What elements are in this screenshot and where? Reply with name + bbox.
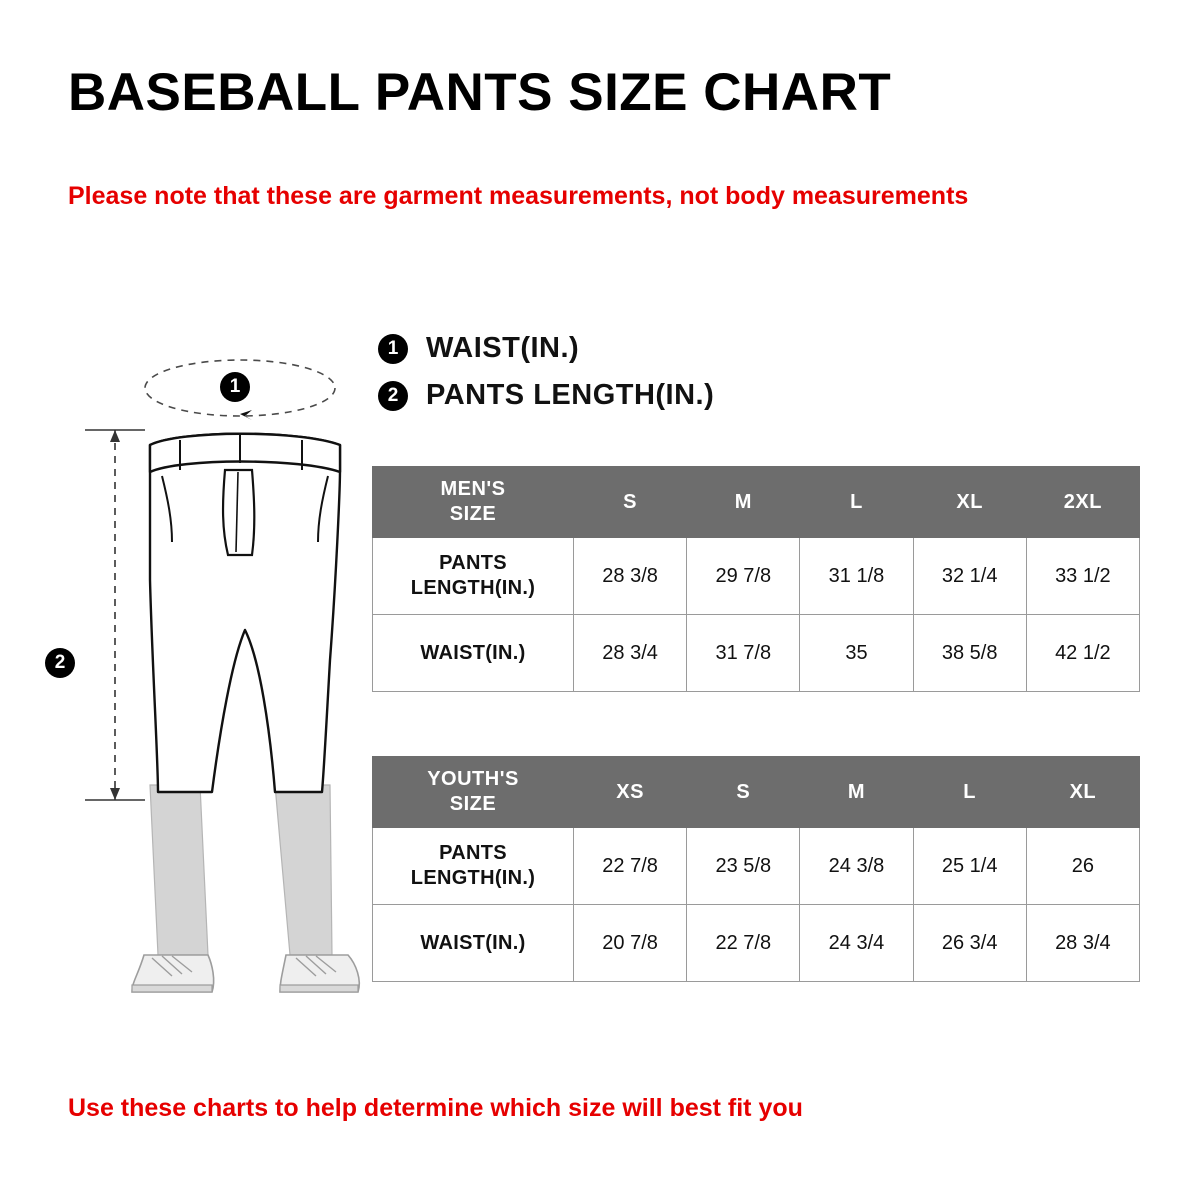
youths-waist-s: 22 7/8 xyxy=(687,905,800,982)
mens-waist-l: 35 xyxy=(800,615,913,692)
youths-col-m: M xyxy=(800,757,913,828)
mens-waist-s: 28 3/4 xyxy=(574,615,687,692)
mens-pants-length-xl: 32 1/4 xyxy=(913,538,1026,615)
youths-waist-m: 24 3/4 xyxy=(800,905,913,982)
mens-row-label-waist: WAIST(IN.) xyxy=(373,615,574,692)
mens-row-label-pants-length-line2: LENGTH(IN.) xyxy=(410,577,536,599)
youths-waist-l: 26 3/4 xyxy=(913,905,1026,982)
mens-waist-2xl: 42 1/2 xyxy=(1026,615,1139,692)
pants-illustration xyxy=(40,330,380,1020)
table-row xyxy=(373,828,1140,905)
youths-waist-xl: 28 3/4 xyxy=(1026,905,1139,982)
legend-item-pants-length xyxy=(378,379,714,412)
measurement-legend xyxy=(378,332,714,426)
youths-row-label-waist: WAIST(IN.) xyxy=(373,905,574,982)
youths-waist-xs: 20 7/8 xyxy=(574,905,687,982)
mens-col-2xl: 2XL xyxy=(1026,467,1139,538)
youths-row-label-pants-length-line1: PANTS xyxy=(439,842,507,864)
youths-row-label-pants-length xyxy=(373,828,574,905)
mens-size-header xyxy=(373,467,574,538)
table-row xyxy=(373,615,1140,692)
legend-label-waist: WAIST(IN.) xyxy=(426,332,580,364)
mens-pants-length-l: 31 1/8 xyxy=(800,538,913,615)
marker-length-badge: 2 xyxy=(45,648,75,678)
youths-size-header-line1: YOUTH'S xyxy=(427,768,519,790)
mens-waist-m: 31 7/8 xyxy=(687,615,800,692)
mens-pants-length-s: 28 3/8 xyxy=(574,538,687,615)
youths-size-header-line2: SIZE xyxy=(449,793,497,815)
mens-size-header-line2: SIZE xyxy=(449,503,497,525)
pants-diagram-svg xyxy=(40,330,380,1020)
youths-pants-length-xs: 22 7/8 xyxy=(574,828,687,905)
mens-row-label-pants-length-line1: PANTS xyxy=(439,552,507,574)
badge-one-icon: 1 xyxy=(378,334,408,364)
mens-size-header-line1: MEN'S xyxy=(440,478,506,500)
marker-waist-badge: 1 xyxy=(220,372,250,402)
youths-size-header xyxy=(373,757,574,828)
badge-two-icon: 2 xyxy=(378,381,408,411)
youths-pants-length-xl: 26 xyxy=(1026,828,1139,905)
legend-item-waist xyxy=(378,332,714,365)
mens-col-xl: XL xyxy=(913,467,1026,538)
table-header-row xyxy=(373,467,1140,538)
page-title: BASEBALL PANTS SIZE CHART xyxy=(68,63,892,122)
mens-row-label-pants-length xyxy=(373,538,574,615)
mens-col-l: L xyxy=(800,467,913,538)
mens-pants-length-2xl: 33 1/2 xyxy=(1026,538,1139,615)
mens-col-m: M xyxy=(687,467,800,538)
mens-waist-xl: 38 5/8 xyxy=(913,615,1026,692)
youths-col-l: L xyxy=(913,757,1026,828)
mens-col-s: S xyxy=(574,467,687,538)
table-header-row xyxy=(373,757,1140,828)
youths-size-table xyxy=(372,756,1140,982)
mens-size-table xyxy=(372,466,1140,692)
table-row xyxy=(373,538,1140,615)
legend-label-pants-length: PANTS LENGTH(IN.) xyxy=(426,379,715,411)
youths-col-xs: XS xyxy=(574,757,687,828)
youths-pants-length-s: 23 5/8 xyxy=(687,828,800,905)
mens-pants-length-m: 29 7/8 xyxy=(687,538,800,615)
footer-note: Use these charts to help determine which size will best fit you xyxy=(68,1094,803,1122)
garment-measurement-note: Please note that these are garment measurements, not body measurements xyxy=(68,182,969,210)
youths-pants-length-m: 24 3/8 xyxy=(800,828,913,905)
youths-row-label-pants-length-line2: LENGTH(IN.) xyxy=(410,867,536,889)
youths-col-xl: XL xyxy=(1026,757,1139,828)
table-row xyxy=(373,905,1140,982)
youths-pants-length-l: 25 1/4 xyxy=(913,828,1026,905)
youths-col-s: S xyxy=(687,757,800,828)
